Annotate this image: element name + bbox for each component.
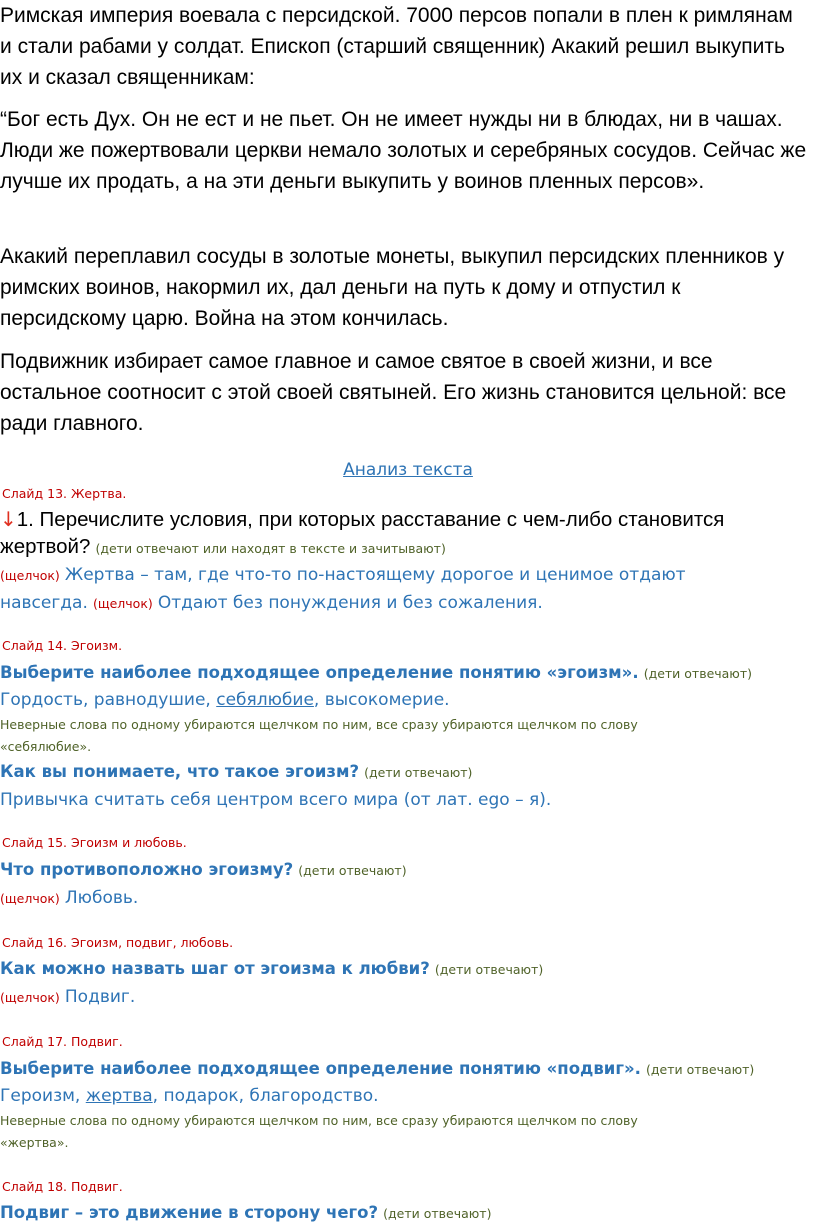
slide-14-note-1: Неверные слова по одному убираются щелчком по ним, все сразу убираются щелчком по слову bbox=[0, 717, 638, 732]
slide-14-question-line bbox=[0, 660, 816, 687]
slide-13-answer-line-1 bbox=[0, 561, 816, 590]
slide-17-note-2: «жертва». bbox=[0, 1135, 69, 1150]
slide-13-title: Слайд 13. Жертва. bbox=[2, 486, 127, 501]
paragraph-3: Акакий переплавил сосуды в золотые монеты, выкупил персидских пленников у римских воинов, накормил их, дал деньги на путь к дому и отпустил к персидскому царю. Война на этом кончилась. bbox=[0, 245, 785, 330]
click-label: (щелчок) bbox=[0, 568, 60, 583]
slide-13-question: 1. Перечислите условия, при которых расставание с чем-либо становится bbox=[16, 508, 725, 531]
slide-14-hint-2: (дети отвечают) bbox=[364, 765, 473, 780]
slide-18-question-line bbox=[0, 1200, 816, 1227]
slide-13-question-line-2 bbox=[0, 533, 816, 563]
paragraph-2: “Бог есть Дух. Он не ест и не пьет. Он не имеет нужды ни в блюдах, ни в чашах. Люди же пожертвовали церкви немало золотых и серебряных сосудов. Сейчас же лучше их продать, а на эти деньги выкупить у воинов пленных персов». bbox=[0, 108, 807, 193]
slide-18-hint: (дети отвечают) bbox=[383, 1206, 492, 1221]
slide-15-question-line bbox=[0, 857, 816, 884]
slide-14-question-2: Как вы понимаете, что такое эгоизм? bbox=[0, 762, 360, 781]
slide-14-hint: (дети отвечают) bbox=[643, 666, 752, 681]
slide-14-note-2: «себялюбие». bbox=[0, 739, 92, 754]
slide-13-answer-line-2 bbox=[0, 589, 816, 618]
arrow-down-icon: ↓ bbox=[0, 507, 17, 531]
slide-13-hint: (дети отвечают или находят в тексте и зачитывают) bbox=[95, 541, 446, 556]
correct-option: жертва bbox=[85, 1086, 153, 1106]
click-label: (щелчок) bbox=[0, 891, 60, 906]
slide-16-answer: Подвиг. bbox=[64, 987, 136, 1007]
slide-17-question-line bbox=[0, 1056, 816, 1083]
option-text: , высокомерие. bbox=[313, 690, 450, 710]
slide-15-answer-line bbox=[0, 884, 816, 913]
slide-13-answer-1: Жертва – там, где что-то по-настоящему дорогое и ценимое отдают bbox=[64, 565, 686, 585]
option-text: Героизм, bbox=[0, 1086, 86, 1106]
slide-18-question: Подвиг – это движение в сторону чего? bbox=[0, 1203, 379, 1222]
slide-13-answer-1-end: навсегда. bbox=[0, 593, 88, 613]
slide-17-question: Выберите наиболее подходящее определение понятию «подвиг». bbox=[0, 1059, 641, 1078]
slide-17-title: Слайд 17. Подвиг. bbox=[2, 1034, 123, 1049]
slide-16-title: Слайд 16. Эгоизм, подвиг, любовь. bbox=[2, 935, 234, 950]
slide-15-answer: Любовь. bbox=[64, 888, 139, 908]
slide-17-hint: (дети отвечают) bbox=[646, 1062, 755, 1077]
slide-16-question-line bbox=[0, 956, 816, 983]
slide-14-title: Слайд 14. Эгоизм. bbox=[2, 638, 123, 653]
click-label: (щелчок) bbox=[0, 990, 60, 1005]
slide-13-question-end: жертвой? bbox=[0, 535, 91, 558]
slide-13-answer-2: Отдают без понуждения и без сожаления. bbox=[157, 593, 543, 613]
correct-option: себялюбие bbox=[216, 690, 314, 710]
slide-16-hint: (дети отвечают) bbox=[434, 962, 544, 977]
analysis-heading: Анализ текста bbox=[343, 460, 473, 480]
slide-13-question-line-1 bbox=[0, 505, 816, 535]
slide-14-options bbox=[0, 686, 816, 714]
slide-14-question-2-line bbox=[0, 759, 816, 786]
slide-16-question: Как можно назвать шаг от эгоизма к любви? bbox=[0, 959, 430, 978]
slide-16-answer-line bbox=[0, 983, 816, 1012]
slide-15-hint: (дети отвечают) bbox=[298, 863, 407, 878]
option-text: Гордость, равнодушие, bbox=[0, 690, 217, 710]
slide-15-question: Что противоположно эгоизму? bbox=[0, 860, 294, 879]
slide-14-question: Выберите наиболее подходящее определение понятию «эгоизм». bbox=[0, 663, 639, 682]
click-label: (щелчок) bbox=[92, 596, 153, 611]
slide-18-title: Слайд 18. Подвиг. bbox=[2, 1179, 123, 1194]
slide-14-answer: Привычка считать себя центром всего мира (от лат. ego – я). bbox=[0, 790, 552, 810]
paragraph-1: Римская империя воевала с персидской. 7000 персов попали в плен к римлянам и стали рабами у солдат. Епископ (старший священник) Акакий решил выкупить их и сказал священникам: bbox=[0, 4, 793, 89]
slide-17-options bbox=[0, 1082, 816, 1110]
paragraph-4: Подвижник избирает самое главное и самое святое в своей жизни, и все остальное соотносит с этой своей святыней. Его жизнь становится цельной: все ради главного. bbox=[0, 350, 787, 435]
slide-15-title: Слайд 15. Эгоизм и любовь. bbox=[2, 835, 187, 850]
slide-17-note-1: Неверные слова по одному убираются щелчком по ним, все сразу убираются щелчком по слову bbox=[0, 1113, 638, 1128]
option-text: , подарок, благородство. bbox=[152, 1086, 379, 1106]
